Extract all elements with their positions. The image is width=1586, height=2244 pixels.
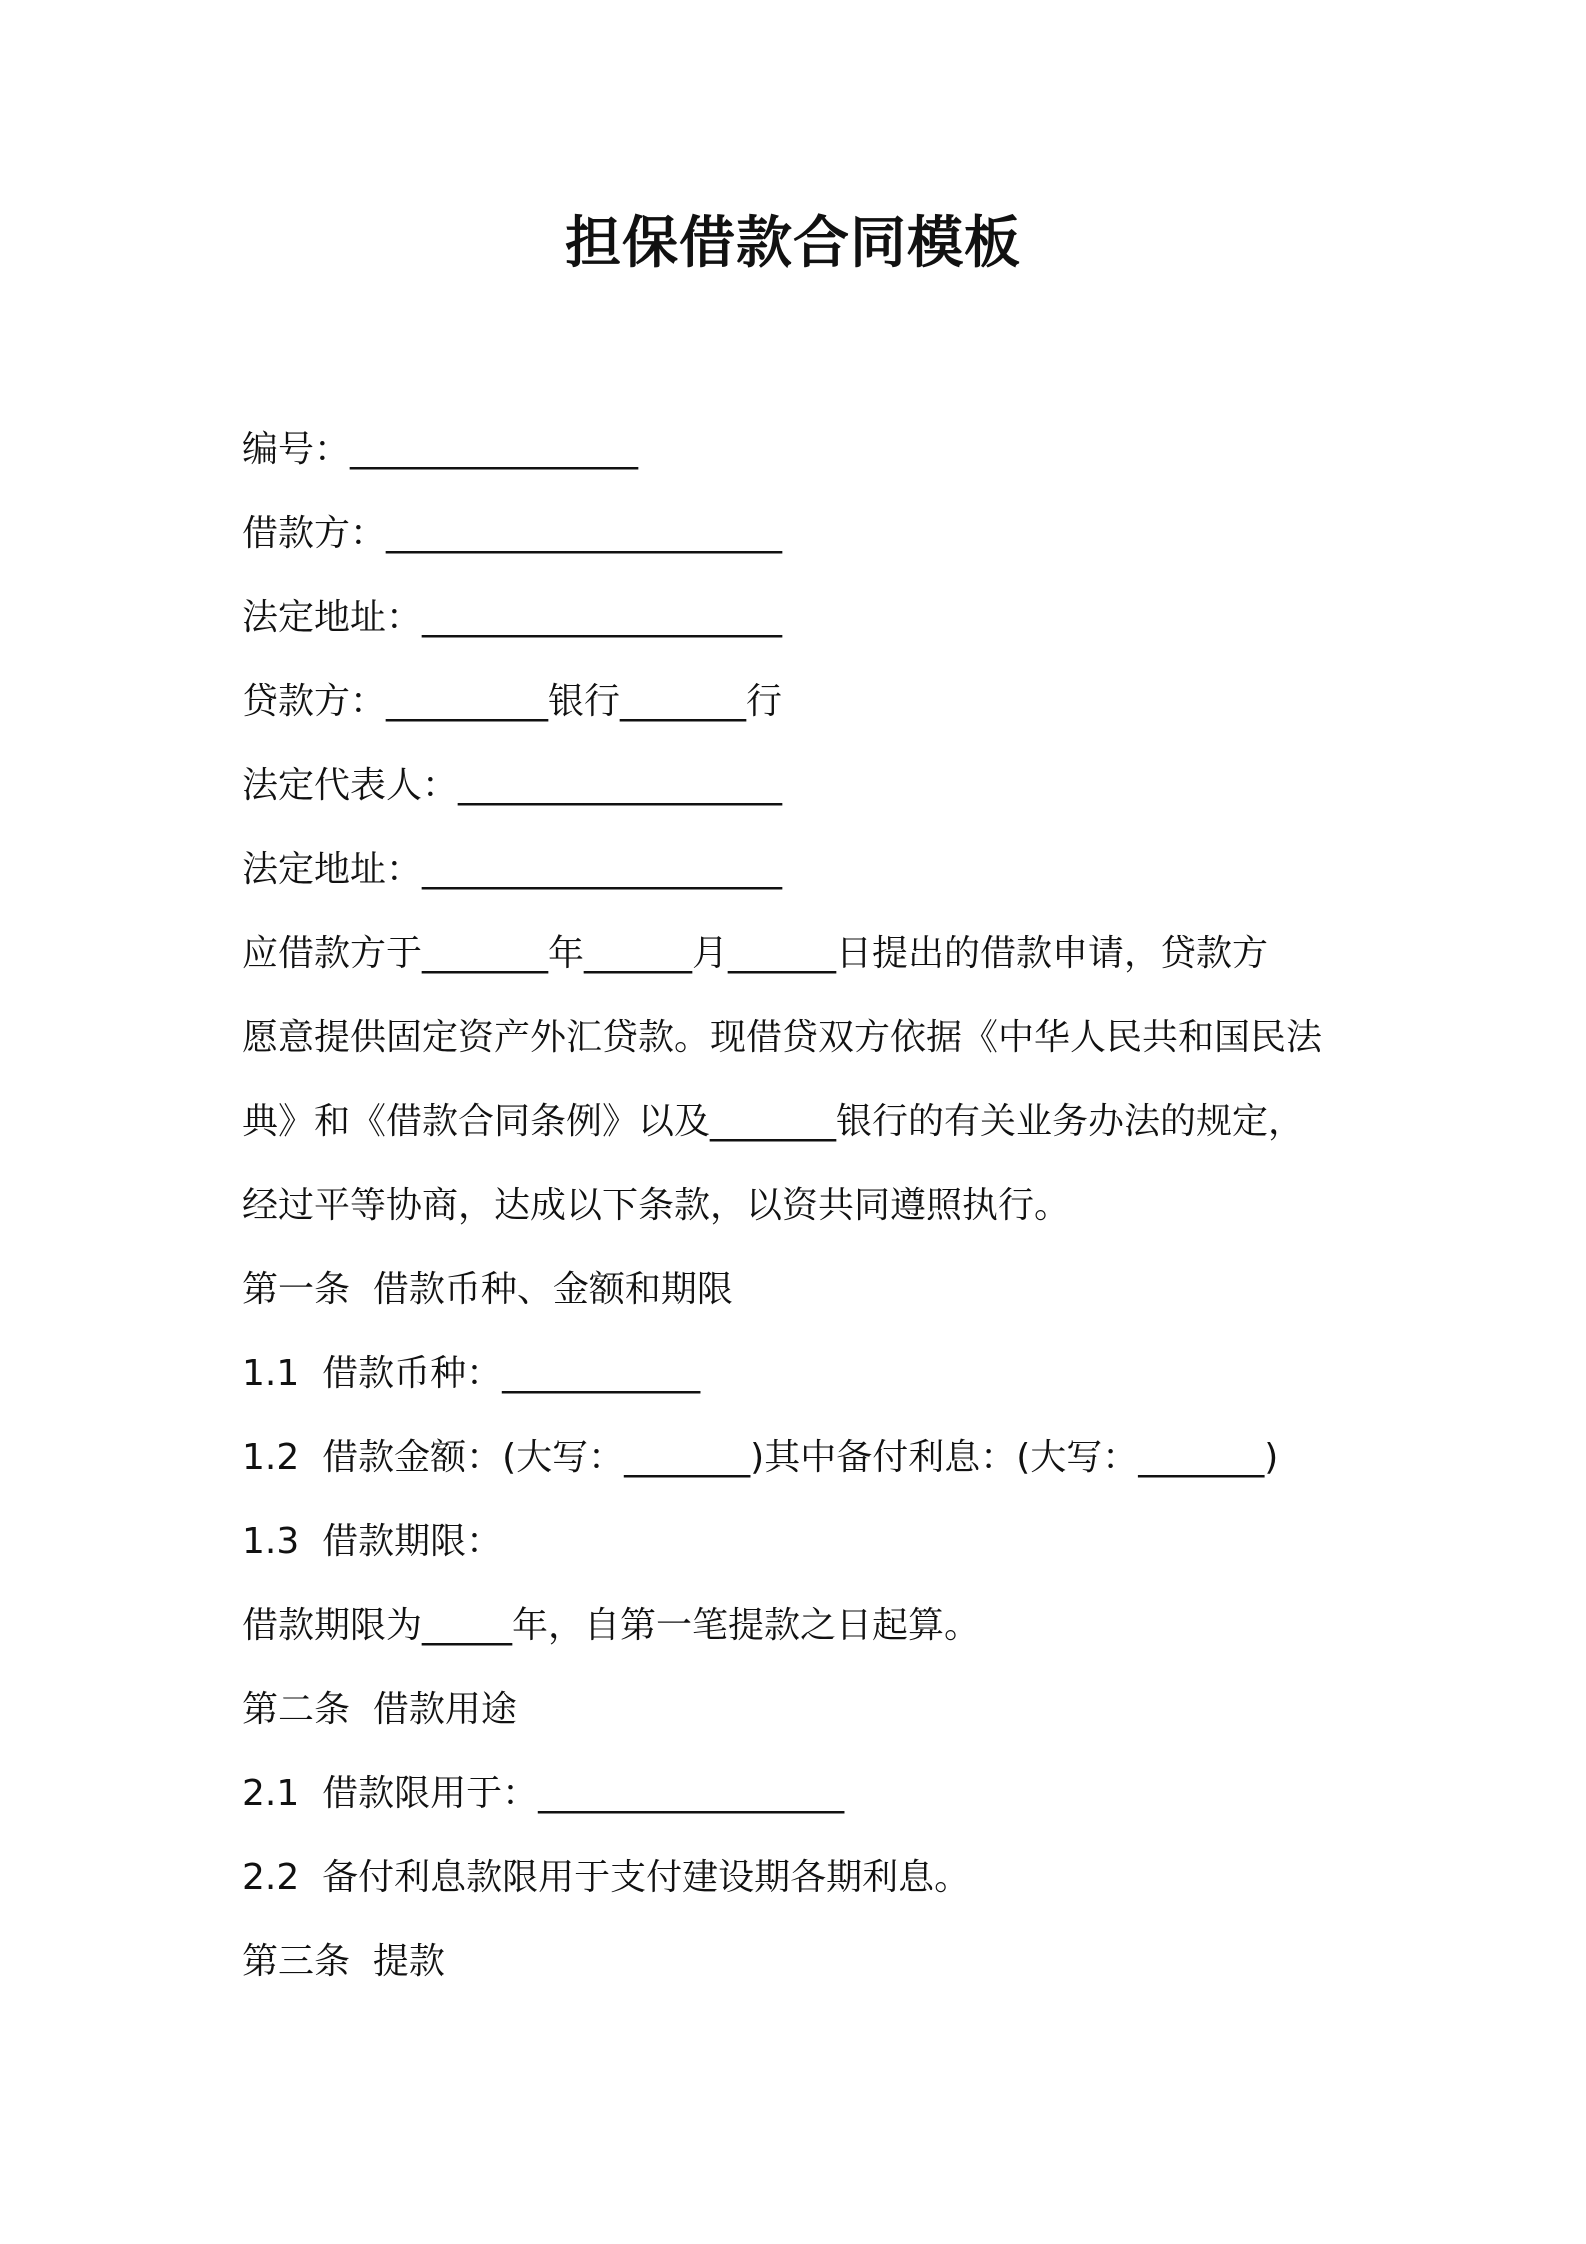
document-title: 担保借款合同模板	[565, 211, 1021, 276]
clause-line: 借款期限为_____年，自第一笔提款之日起算。	[242, 1605, 981, 1646]
paragraph-line: 经过平等协商，达成以下条款，以资共同遵照执行。	[242, 1185, 1071, 1226]
borrower-line: 借款方：______________________	[242, 513, 783, 554]
paragraph-line: 典》和《借款合同条例》以及_______银行的有关业务办法的规定，	[242, 1101, 1305, 1142]
paragraph-line: 愿意提供固定资产外汇贷款。现借贷双方依据《中华人民共和国民法	[242, 1017, 1323, 1058]
clause-line: 2.2 备付利息款限用于支付建设期各期利息。	[242, 1857, 971, 1898]
clause-line: 1.1 借款币种：___________	[242, 1353, 701, 1394]
article-heading: 第二条 借款用途	[242, 1689, 517, 1730]
borrower-address-line: 法定地址：____________________	[242, 597, 783, 638]
lender-line: 贷款方：_________银行_______行	[242, 681, 783, 722]
clause-line: 1.2 借款金额：(大写：_______)其中备付利息：(大写：_______)	[242, 1437, 1279, 1478]
contract-number-line: 编号：________________	[242, 429, 639, 470]
article-heading: 第一条 借款币种、金额和期限	[242, 1269, 733, 1310]
legal-representative-line: 法定代表人：__________________	[242, 765, 783, 806]
document-body	[242, 408, 1362, 2004]
lender-address-line: 法定地址：____________________	[242, 849, 783, 890]
clause-line: 1.3 借款期限：	[242, 1521, 503, 1562]
article-heading: 第三条 提款	[242, 1941, 445, 1982]
paragraph-line: 应借款方于_______年______月______日提出的借款申请，贷款方	[242, 933, 1269, 974]
clause-line: 2.1 借款限用于：_________________	[242, 1773, 845, 1814]
